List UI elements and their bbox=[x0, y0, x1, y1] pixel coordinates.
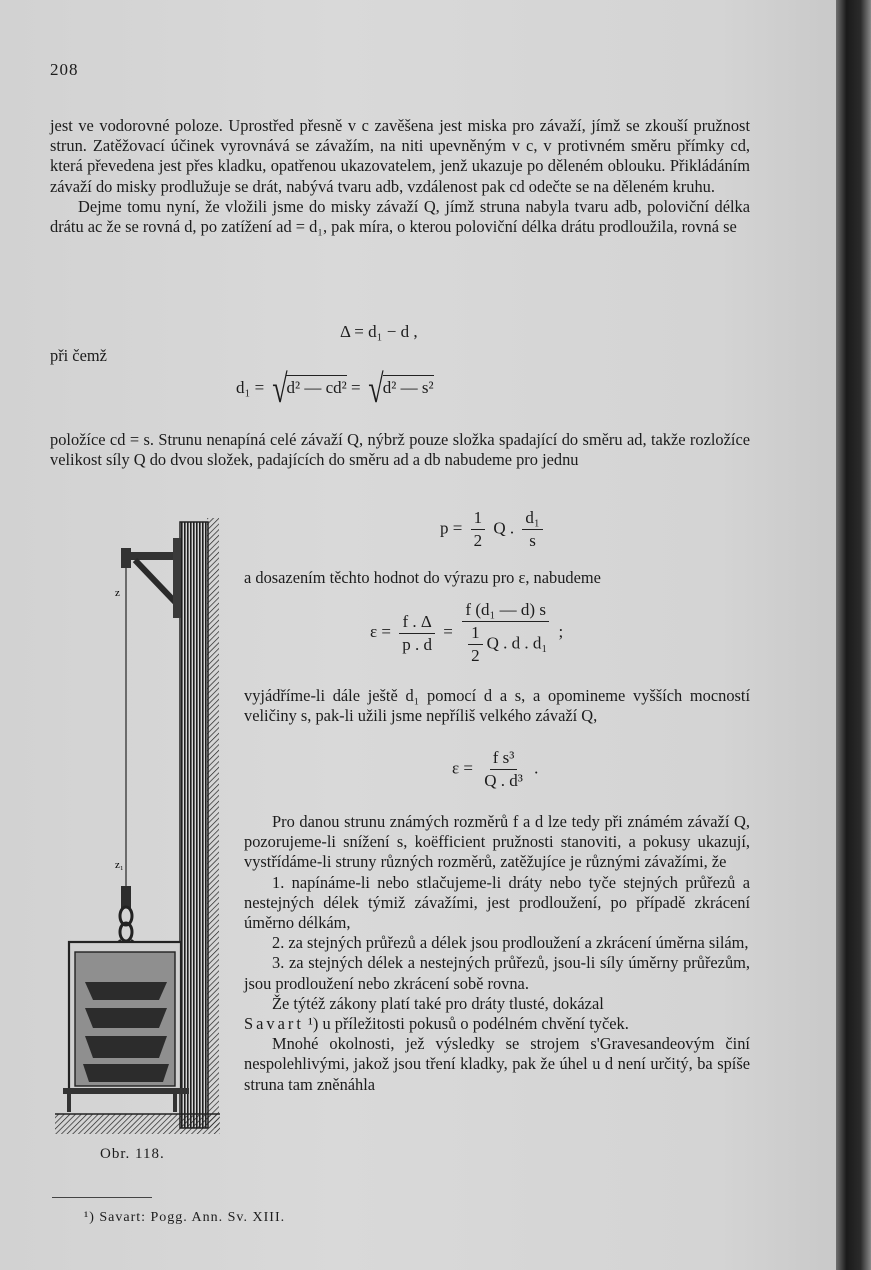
wall-hatched bbox=[207, 518, 219, 1128]
equation-d1 bbox=[236, 366, 434, 411]
eq4-inner-den: 2 bbox=[471, 646, 480, 665]
footnote-rule bbox=[52, 1197, 152, 1198]
paragraph-1: jest ve vodorovné poloze. Uprostřed přesně v c zavěšena jest miska pro závaží, jímž se zkouší pružnost strun. Zatěžovací účinek vyrovnává se závažím, na niti upevněným v c, v protivném směru přímky cd, která převedena jest přes kladku, opatřenou ukazovatelem, jenž ukazuje po děleném oblouku. Přikládáním závaží do misky prodlužuje se drát, nabývá tvaru adb, vzdálenost pak cd odečte se na děleném kruhu. bbox=[50, 116, 750, 196]
paragraph-7-line-2 bbox=[244, 1014, 750, 1034]
pri-cemz-label: při čemž bbox=[50, 346, 107, 365]
weight-plate-2 bbox=[85, 1008, 167, 1028]
label-z1: z₁ bbox=[115, 859, 124, 871]
eq4-lhs: ε = bbox=[370, 621, 391, 641]
eq4-inner-num: 1 bbox=[468, 623, 483, 645]
text-block-bottom bbox=[244, 812, 750, 1095]
paragraph-5: vyjádříme-li dále ještě d₁ pomocí d a s, a opomineme vyšších mocností veličiny s, pak-li užili jsme nepříliš velkého závaží Q, bbox=[244, 686, 750, 726]
weight-plate-3 bbox=[85, 1036, 167, 1058]
box-leg-right bbox=[173, 1094, 177, 1112]
paragraph-4: a dosazením těchto hodnot do výrazu pro ε, nabudeme bbox=[244, 568, 601, 587]
clamp-block bbox=[121, 548, 131, 568]
figure-caption: Obr. 118. bbox=[100, 1146, 165, 1162]
eq3-lhs: p = bbox=[440, 518, 463, 538]
equation-epsilon-2 bbox=[452, 748, 538, 791]
eq4-den1: p . d bbox=[402, 634, 432, 654]
equation-p bbox=[440, 508, 547, 551]
eq3-den: 2 bbox=[473, 531, 483, 550]
eq3-fraction-ds bbox=[522, 508, 542, 551]
bracket-plate bbox=[173, 538, 181, 618]
text-block-middle bbox=[50, 430, 750, 470]
eq4-inner-half bbox=[468, 623, 483, 666]
floor-hatched bbox=[55, 1114, 220, 1134]
wooden-post bbox=[181, 522, 207, 1128]
wire-clamp bbox=[121, 886, 131, 908]
eq4-den2 bbox=[461, 622, 550, 666]
paragraph-7-rest: ¹) u příležitosti pokusů o podélném chvění tyček. bbox=[307, 1014, 629, 1034]
paragraph-7-line-1: Že týtéž zákony platí také pro dráty tlusté, dokázal bbox=[272, 993, 604, 1013]
text-block-lower bbox=[244, 686, 750, 726]
eq3-mid: Q . bbox=[493, 518, 515, 538]
footnote: ¹) Savart: Pogg. Ann. Sv. XIII. bbox=[84, 1210, 286, 1225]
paragraph-6: Pro danou strunu známých rozměrů f a d lze tedy při známém závaží Q, pozorujeme-li snížení s, koëfficient pružnosti stanoviti, a pokusy ukazují, vystřídáme-li struny různých rozměrů, zatěžujíce je různými závažími, že bbox=[244, 812, 750, 872]
paragraph-8: Mnohé okolnosti, jež výsledky se strojem s'Gravesandeovým činí nespolehlivými, jakož jsou tření kladky, pak že úhel u d není určitý, ba spíše struna tam zněnáhla bbox=[244, 1034, 750, 1094]
paragraph-3: položíce cd = s. Strunu nenapíná celé závaží Q, nýbrž pouze složka spadající do směru ad, takže rozložíce velikost síly Q do dvou složek, padajících do směru ad a db nabudeme pro jednu bbox=[50, 430, 750, 470]
eq5-fraction bbox=[481, 748, 526, 791]
author-savart: Savart bbox=[244, 1014, 304, 1034]
page-number: 208 bbox=[50, 60, 79, 79]
eq2-mid: = bbox=[350, 377, 361, 397]
weight-plate-1 bbox=[85, 982, 167, 1000]
eq4-num1: f . Δ bbox=[399, 612, 434, 634]
list-item-1: 1. napínáme-li nebo stlačujeme-li dráty nebo tyče stejných průřezů a nestejných délek týmiž závažími, jest prodloužení, po případě zkrácení úměrno délkám, bbox=[244, 872, 750, 933]
sqrt-symbol-1: √ bbox=[271, 366, 288, 411]
eq2-radicand-2: d² — s² bbox=[383, 375, 434, 397]
box-leg-left bbox=[67, 1094, 71, 1112]
eq2-radicand-1: d² — cd² bbox=[286, 375, 346, 397]
eq2-lhs: d₁ = bbox=[236, 377, 265, 397]
eq5-end: . bbox=[534, 758, 539, 778]
text-block-top bbox=[50, 116, 750, 237]
eq4-num2: f (d₁ — d) s bbox=[462, 600, 549, 622]
eq5-den: Q . d³ bbox=[484, 771, 523, 790]
bracket-arm bbox=[127, 552, 181, 560]
eq3-den2: s bbox=[529, 531, 536, 550]
figure-118-apparatus bbox=[55, 512, 230, 1144]
list-item-2: 2. za stejných průřezů a délek jsou prodloužení a zkrácení úměrna silám, bbox=[272, 933, 749, 953]
equation-epsilon-1 bbox=[370, 600, 563, 666]
eq4-den2-tail: Q . d . d₁ bbox=[486, 633, 548, 653]
box-base bbox=[63, 1088, 189, 1094]
bracket-strut bbox=[135, 560, 177, 604]
equation-delta: Δ = d₁ − d , bbox=[340, 322, 418, 341]
label-z: z bbox=[115, 587, 120, 599]
eq3-num: 1 bbox=[471, 508, 486, 530]
eq4-eq: = bbox=[443, 621, 453, 641]
eq4-fraction-1 bbox=[399, 612, 435, 655]
eq5-num: f s³ bbox=[490, 748, 518, 770]
eq3-fraction-half bbox=[471, 508, 486, 551]
book-spine bbox=[836, 0, 871, 1270]
weight-plate-4 bbox=[83, 1064, 169, 1082]
list-item-3: 3. za stejných délek a nestejných průřezů, jsou-li síly úměrny průřezům, jsou prodloužení nebo zkrácení sobě rovna. bbox=[244, 953, 750, 993]
paragraph-2: Dejme tomu nyní, že vložili jsme do misky závaží Q, jímž struna nabyla tvaru adb, poloviční délka drátu ac že se rovná d, po zatížení ad = d₁, pak míra, o kterou poloviční délka drátu prodloužila, rovná se bbox=[50, 196, 750, 237]
eq4-end: ; bbox=[558, 621, 564, 641]
eq5-lhs: ε = bbox=[452, 758, 473, 778]
eq3-num2: d₁ bbox=[522, 508, 542, 530]
sqrt-symbol-2: √ bbox=[368, 366, 384, 411]
eq4-fraction-2 bbox=[461, 600, 550, 666]
